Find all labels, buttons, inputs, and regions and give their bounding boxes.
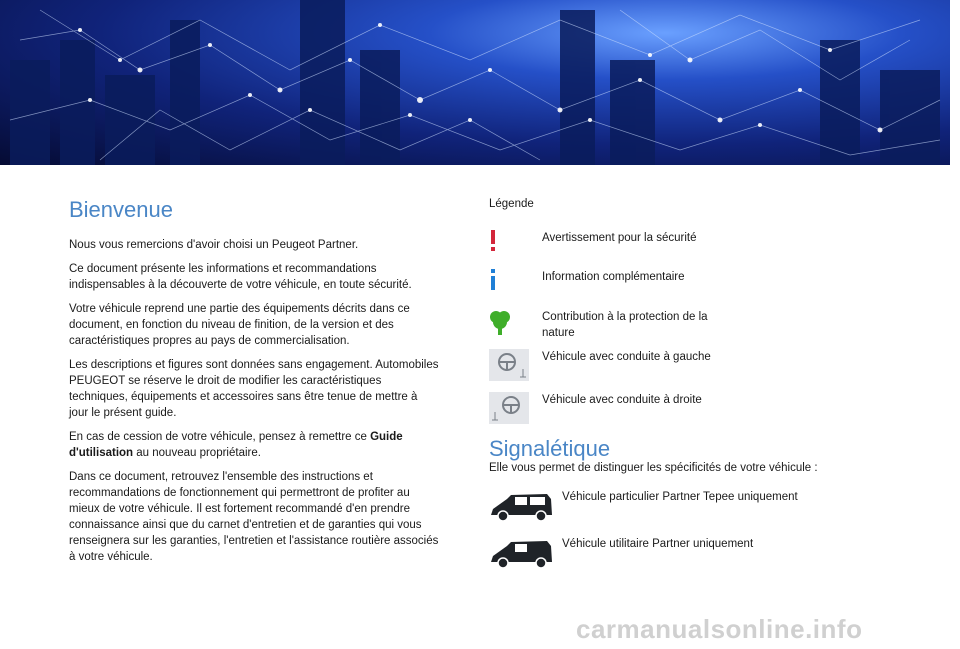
- vehicle-type-label: Véhicule utilitaire Partner uniquement: [562, 538, 754, 550]
- vehicle-type-label: Véhicule particulier Partner Tepee uniquement: [562, 491, 798, 503]
- steering-wheel-left-icon: [489, 349, 529, 383]
- legend-label: Véhicule avec conduite à droite: [542, 394, 702, 406]
- tree-icon: [489, 309, 529, 343]
- legend-label: Contribution à la protection de la nature: [542, 311, 708, 339]
- welcome-text: [69, 237, 439, 573]
- legend-label: Information complémentaire: [542, 271, 685, 283]
- header-banner-image: [0, 0, 950, 165]
- warning-exclamation-icon: [489, 230, 529, 264]
- welcome-title: Bienvenue: [69, 197, 173, 222]
- signaletique-intro: Elle vous permet de distinguer les spécificités de votre véhicule :: [489, 462, 818, 474]
- welcome-paragraph: Votre véhicule reprend une partie des équipements décrits dans ce document, en fonction du niveau de finition, de la version et des caractéristiques propres au pays de commercialisation.: [69, 303, 410, 347]
- info-icon: [489, 269, 529, 303]
- signaletique-title: Signalétique: [489, 436, 611, 461]
- utility-van-icon: [489, 538, 557, 572]
- passenger-van-icon: [489, 491, 557, 525]
- legend-title: Légende: [489, 198, 534, 210]
- steering-wheel-right-icon: [489, 392, 529, 426]
- welcome-paragraph: Dans ce document, retrouvez l'ensemble des instructions et recommandations de fonctionnement qui permettront de profiter au mieux de votre véhicule. Il est fortement recommandé d'en prendre connaissance ainsi que du carnet d'entretien et de garanties qui vous renseignera sur les garanties, l'entretien et l'assistance routière associés à votre véhicule.: [69, 471, 439, 563]
- welcome-paragraph: Les descriptions et figures sont données sans engagement. Automobiles PEUGEOT se réserve le droit de modifier les caractéristiques techniques, équipements et accessoires sans être tenue de mettre à jour le présent guide.: [69, 359, 439, 419]
- guide-emphasis: Guide d'utilisation: [69, 431, 403, 459]
- welcome-paragraph: Ce document présente les informations et recommandations indispensables à la découverte de votre véhicule, en toute sécurité.: [69, 263, 412, 291]
- welcome-paragraph: Nous vous remercions d'avoir choisi un Peugeot Partner.: [69, 239, 359, 251]
- welcome-paragraph: [69, 429, 439, 461]
- legend-label: Avertissement pour la sécurité: [542, 232, 697, 244]
- legend-label: Véhicule avec conduite à gauche: [542, 351, 711, 363]
- paragraph-text: au nouveau propriétaire.: [133, 447, 261, 459]
- paragraph-text: En cas de cession de votre véhicule, pensez à remettre ce: [69, 431, 371, 443]
- watermark: carmanualsonline.info: [576, 614, 863, 644]
